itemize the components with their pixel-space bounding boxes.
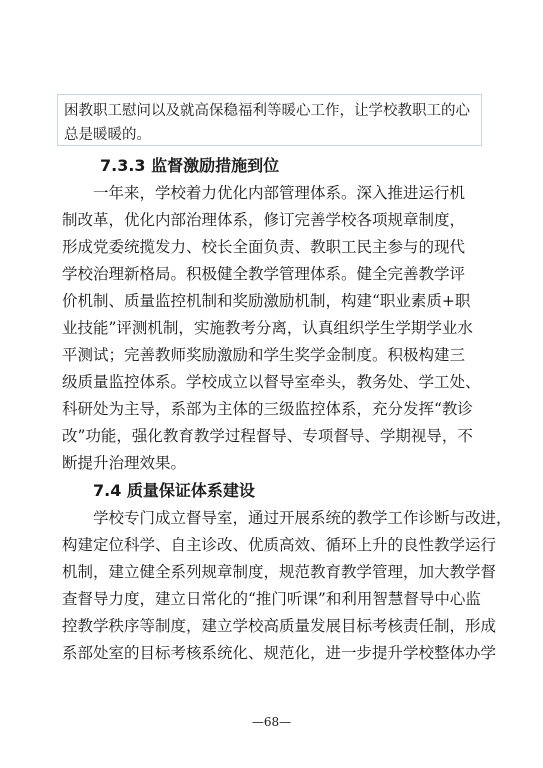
paragraph-line: 改”功能，强化教育教学过程督导、专项督导、学期视导，不: [62, 427, 473, 445]
box-line-1: 困教职工慰问以及就高保稳福利等暖心工作，让学校教职工的心: [64, 103, 470, 119]
paragraph-line: 构建定位科学、自主诊改、优质高效、循环上升的良性教学运行: [62, 536, 497, 554]
paragraph-line: 平测试；完善教师奖励激励和学生奖学金制度。积极构建三: [62, 346, 466, 364]
paragraph-line: 控教学秩序等制度，建立学校高质量发展目标考核责任制，形成: [62, 617, 497, 635]
paragraph-line: 一年来，学校着力优化内部管理体系。深入推进运行机: [93, 184, 466, 202]
paragraph-line: 机制，建立健全系列规章制度，规范教育教学管理，加大教学督: [62, 563, 497, 581]
paragraph-line: 科研处为主导，系部为主体的三级监控体系，充分发挥“教诊: [62, 400, 473, 418]
box-line-2: 总是暖暖的。: [64, 127, 151, 143]
paragraph-line: 学校专门成立督导室，通过开展系统的教学工作诊断与改进，: [93, 509, 512, 527]
page-number: —68—: [251, 715, 292, 729]
paragraph-line: 级质量监控体系。学校成立以督导室牵头，教务处、学工处、: [62, 373, 481, 391]
paragraph-line: 学校治理新格局。积极健全教学管理体系。健全完善教学评: [62, 265, 466, 283]
section-733-heading: 7.3.3 监督激励措施到位: [100, 156, 280, 175]
paragraph-line: 断提升治理效果。: [62, 454, 187, 472]
paragraph-line: 业技能”评测机制，实施教考分离，认真组织学生学期学业水: [62, 319, 473, 337]
paragraph-line: 形成党委统揽发力、校长全面负责、教职工民主参与的现代: [62, 238, 466, 256]
paragraph-line: 系部处室的目标考核系统化、规范化，进一步提升学校整体办学: [62, 644, 497, 662]
paragraph-line: 制改革，优化内部治理体系，修订完善学校各项规章制度，: [62, 211, 466, 229]
paragraph-line: 价机制、质量监控机制和奖励激励机制，构建“职业素质+职: [62, 292, 471, 310]
paragraph-line: 查督导力度，建立日常化的“推门听课”和利用智慧督导中心监: [62, 590, 481, 608]
section-74-heading: 7.4 质量保证体系建设: [93, 481, 255, 500]
